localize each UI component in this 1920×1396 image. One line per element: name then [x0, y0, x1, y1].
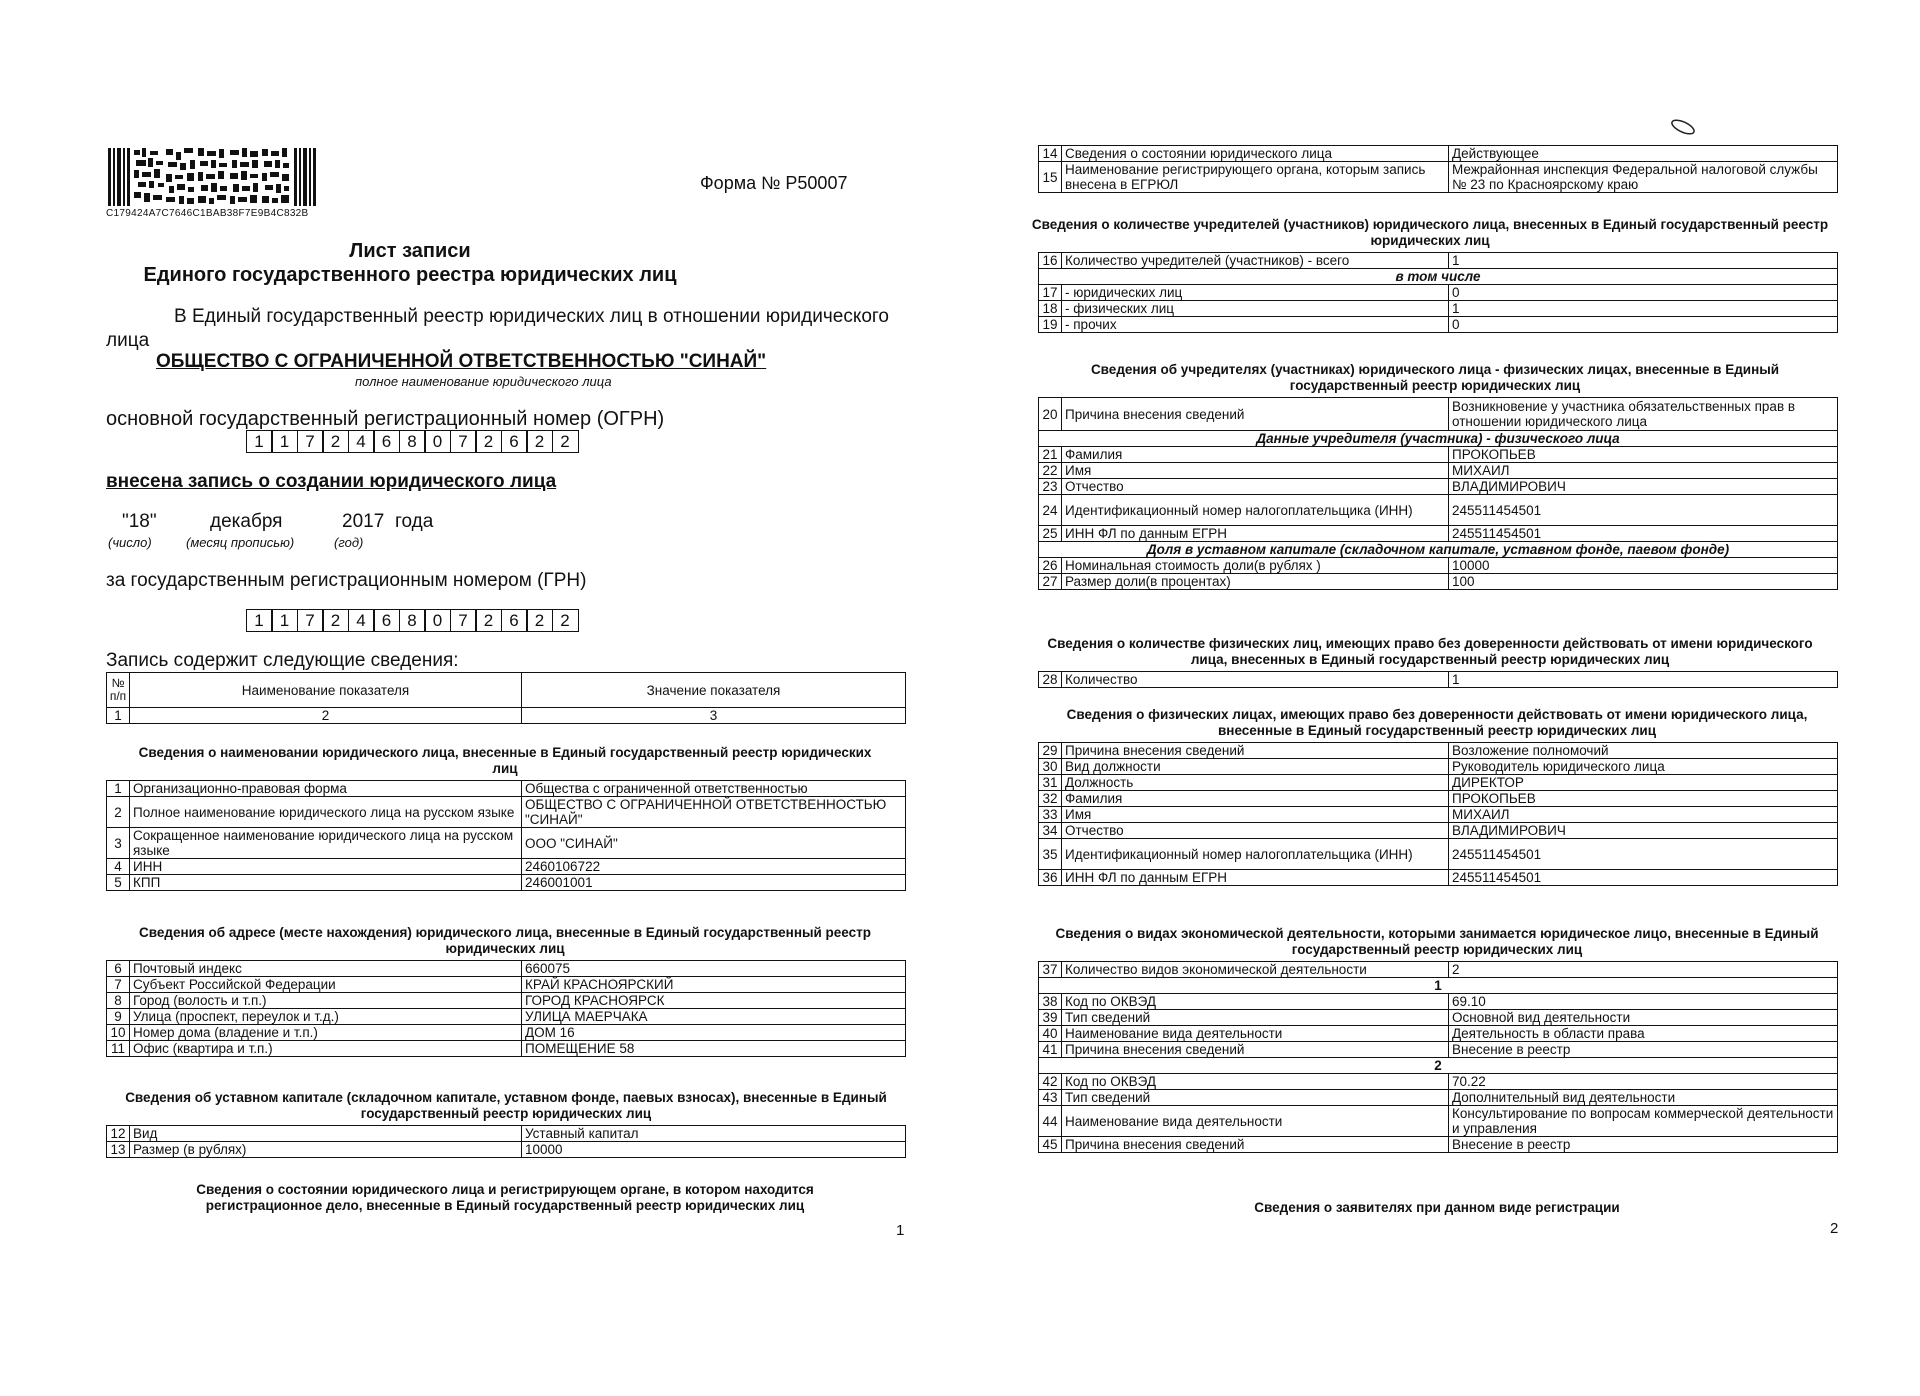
row-number: 21 [1039, 447, 1062, 463]
indicator-value: 2 [1449, 962, 1838, 978]
row-number: 44 [1039, 1106, 1062, 1137]
indicator-name: Вид [130, 1126, 522, 1142]
indicator-value: Уставный капитал [522, 1126, 906, 1142]
org-name-caption: полное наименование юридического лица [355, 374, 612, 389]
row-number: 20 [1039, 398, 1062, 431]
col-index-3: 3 [522, 708, 906, 724]
table-row [107, 977, 906, 993]
row-number: 35 [1039, 839, 1062, 870]
digit-box: 7 [297, 609, 324, 632]
row-number: 30 [1039, 759, 1062, 775]
document-subtitle: Единого государственного реестра юридических лиц [143, 264, 677, 286]
indicator-value: Руководитель юридического лица [1449, 759, 1838, 775]
row-number: 29 [1039, 743, 1062, 759]
authorized-table [1038, 742, 1838, 886]
row-number: 5 [107, 875, 130, 891]
indicator-value: ООО "СИНАЙ" [522, 828, 906, 859]
indicator-value: 245511454501 [1449, 839, 1838, 870]
indicator-name: Причина внесения сведений [1062, 398, 1449, 431]
indicator-value: Действующее [1449, 146, 1838, 162]
indicator-value: Основной вид деятельности [1449, 1010, 1838, 1026]
row-number: 11 [107, 1041, 130, 1057]
indicator-value: 660075 [522, 961, 906, 977]
indicator-name: Сокращенное наименование юридического лица на русском языке [130, 828, 522, 859]
indicator-name: Сведения о состоянии юридического лица [1062, 146, 1449, 162]
table-row [107, 781, 906, 797]
indicator-name: Полное наименование юридического лица на русском языке [130, 797, 522, 828]
indicator-name: Размер (в рублях) [130, 1142, 522, 1158]
table-row [1039, 526, 1838, 542]
row-number: 12 [107, 1126, 130, 1142]
table-row [1039, 743, 1838, 759]
activity-1-header: 1 [1039, 978, 1838, 994]
indicator-name: Количество учредителей (участников) - всего [1062, 253, 1449, 269]
digit-box: 4 [348, 609, 375, 632]
indicator-value: 245511454501 [1449, 870, 1838, 886]
col-value-header: Значение показателя [522, 673, 906, 708]
indicator-value: 246001001 [522, 875, 906, 891]
table-row [107, 1041, 906, 1057]
table-row [1039, 1074, 1838, 1090]
row-number: 17 [1039, 285, 1062, 301]
indicator-name: Субъект Российской Федерации [130, 977, 522, 993]
row-number: 39 [1039, 1010, 1062, 1026]
section-state-heading: Сведения о состоянии юридического лица и регистрирующем органе, в котором находится регистрационное дело, внесенные в Единый государственный реестр юридических лиц [196, 1182, 814, 1213]
row-number: 36 [1039, 870, 1062, 886]
col-no-header: № п/п [107, 673, 130, 708]
digit-box: 1 [246, 430, 273, 453]
table-row [1039, 1106, 1838, 1137]
indicator-value: ВЛАДИМИРОВИЧ [1449, 823, 1838, 839]
indicator-value: 1 [1449, 672, 1838, 688]
table-row [1039, 162, 1838, 193]
indicator-name: Тип сведений [1062, 1090, 1449, 1106]
row-number: 27 [1039, 574, 1062, 590]
digit-box: 1 [246, 609, 273, 632]
row-number: 15 [1039, 162, 1062, 193]
grn-digit-boxes [247, 609, 579, 632]
digit-box: 6 [373, 430, 400, 453]
indicator-name: ИНН ФЛ по данным ЕГРН [1062, 526, 1449, 542]
indicator-name: - юридических лиц [1062, 285, 1449, 301]
indicator-name: Отчество [1062, 823, 1449, 839]
org-full-name: ОБЩЕСТВО С ОГРАНИЧЕННОЙ ОТВЕТСТВЕННОСТЬЮ "СИНАЙ" [156, 351, 767, 372]
row-number: 10 [107, 1025, 130, 1041]
indicator-value: Общества с ограниченной ответственностью [522, 781, 906, 797]
row-number: 16 [1039, 253, 1062, 269]
digit-box: 8 [399, 430, 426, 453]
row-number: 2 [107, 797, 130, 828]
indicator-name: Причина внесения сведений [1062, 1042, 1449, 1058]
section-name-heading: Сведения о наименовании юридического лица, внесенные в Единый государственный реестр юридических лиц [138, 745, 872, 776]
indicator-value: МИХАИЛ [1449, 807, 1838, 823]
indicator-value: 0 [1449, 285, 1838, 301]
activity-table [1038, 961, 1838, 1153]
digit-box: 2 [475, 609, 502, 632]
indicator-name: ИНН [130, 859, 522, 875]
including-subheader: в том числе [1039, 269, 1838, 285]
indicator-value: Деятельность в области права [1449, 1026, 1838, 1042]
barcode-code: C179424A7C7646C1BAB38F7E9B4C832B [106, 208, 309, 219]
page-2 [960, 0, 1920, 1396]
table-row [1039, 823, 1838, 839]
indicator-name: Код по ОКВЭД [1062, 994, 1449, 1010]
digit-box: 2 [475, 430, 502, 453]
indicator-value: 10000 [522, 1142, 906, 1158]
table-row [1039, 317, 1838, 333]
digit-box: 7 [450, 609, 477, 632]
indicator-name: Организационно-правовая форма [130, 781, 522, 797]
indicator-name: Количество видов экономической деятельности [1062, 962, 1449, 978]
indicator-name: Номер дома (владение и т.п.) [130, 1025, 522, 1041]
digit-box: 2 [552, 609, 579, 632]
activity-2-header: 2 [1039, 1058, 1838, 1074]
founder-data-subheader: Данные учредителя (участника) - физического лица [1039, 431, 1838, 447]
digit-box: 1 [271, 609, 298, 632]
table-row [1039, 301, 1838, 317]
table-row [1039, 791, 1838, 807]
indicator-value: Межрайонная инспекция Федеральной налоговой службы № 23 по Красноярскому краю [1449, 162, 1838, 193]
intro-text: В Единый государственный реестр юридических лиц в отношении юридического [174, 306, 889, 327]
table-row [1039, 495, 1838, 526]
col-index-2: 2 [130, 708, 522, 724]
section-applicants-heading: Сведения о заявителях при данном виде регистрации [1254, 1200, 1620, 1215]
indicator-name: Должность [1062, 775, 1449, 791]
scan-mark [1668, 118, 1698, 136]
intro-text-cont: лица [106, 330, 150, 351]
ogrn-label: основной государственный регистрационный номер (ОГРН) [106, 408, 665, 430]
entry-made-text: внесена запись о создании юридического лица [106, 471, 557, 492]
indicator-value: Внесение в реестр [1449, 1137, 1838, 1153]
indicator-name: Офис (квартира и т.п.) [130, 1041, 522, 1057]
row-number: 40 [1039, 1026, 1062, 1042]
row-number: 41 [1039, 1042, 1062, 1058]
table-row [1039, 1090, 1838, 1106]
digit-box: 2 [526, 430, 553, 453]
date-suffix: года [395, 511, 434, 532]
table-row [1039, 839, 1838, 870]
indicator-name: Количество [1062, 672, 1449, 688]
table-row [1039, 447, 1838, 463]
indicator-name: Наименование вида деятельности [1062, 1106, 1449, 1137]
indicator-value: ГОРОД КРАСНОЯРСК [522, 993, 906, 1009]
digit-box: 2 [526, 609, 553, 632]
contains-label: Запись содержит следующие сведения: [106, 650, 459, 671]
row-number: 34 [1039, 823, 1062, 839]
table-row [1039, 285, 1838, 301]
indicator-name: Тип сведений [1062, 1010, 1449, 1026]
indicator-value: 245511454501 [1449, 526, 1838, 542]
indicator-name: Номинальная стоимость доли(в рублях ) [1062, 558, 1449, 574]
indicator-value: КРАЙ КРАСНОЯРСКИЙ [522, 977, 906, 993]
indicator-value: МИХАИЛ [1449, 463, 1838, 479]
indicator-name: - прочих [1062, 317, 1449, 333]
indicator-value: ДИРЕКТОР [1449, 775, 1838, 791]
indicator-name: Имя [1062, 463, 1449, 479]
indicator-name: Наименование регистрирующего органа, которым запись внесена в ЕГРЮЛ [1062, 162, 1449, 193]
table-row [1039, 463, 1838, 479]
row-number: 28 [1039, 672, 1062, 688]
table-row [1039, 1042, 1838, 1058]
row-number: 45 [1039, 1137, 1062, 1153]
form-number: Форма № Р50007 [700, 173, 848, 193]
table-row [107, 1126, 906, 1142]
digit-box: 2 [322, 609, 349, 632]
section-capital-heading: Сведения об уставном капитале (складочном капитале, уставном фонде, паевых взносах), внесенные в Единый государственный реестр юридических лиц [125, 1090, 887, 1121]
indicator-value: 0 [1449, 317, 1838, 333]
date-month: декабря [210, 511, 283, 532]
indicator-value: ПРОКОПЬЕВ [1449, 791, 1838, 807]
indicator-name: Идентификационный номер налогоплательщика (ИНН) [1062, 495, 1449, 526]
table-row [1039, 574, 1838, 590]
section-founders-individuals-heading: Сведения об учредителях (участниках) юридического лица - физических лицах, внесенные в Единый государственный реестр юридических лиц [1090, 362, 1780, 393]
section-authorized-count-heading: Сведения о количестве физических лиц, имеющих право без доверенности действовать от имени юридического лица, внесенных в Единый государственный реестр юридических лиц [1047, 636, 1813, 667]
indicator-value: 2460106722 [522, 859, 906, 875]
state-table [1038, 145, 1838, 193]
indicator-value: ВЛАДИМИРОВИЧ [1449, 479, 1838, 495]
table-row [1039, 807, 1838, 823]
indicator-name: Фамилия [1062, 447, 1449, 463]
col-index-1: 1 [107, 708, 130, 724]
ogrn-digit-boxes [247, 430, 579, 453]
table-row [107, 1009, 906, 1025]
table-row [107, 859, 906, 875]
row-number: 24 [1039, 495, 1062, 526]
section-founders-count-heading: Сведения о количестве учредителей (участников) юридического лица, внесенных в Единый государственный реестр юридических лиц [1031, 217, 1829, 248]
caption-day: (число) [108, 535, 152, 550]
indicator-value: 1 [1449, 301, 1838, 317]
indicator-name: Наименование вида деятельности [1062, 1026, 1449, 1042]
table-row [1039, 479, 1838, 495]
indicator-name: Фамилия [1062, 791, 1449, 807]
digit-box: 4 [348, 430, 375, 453]
row-number: 19 [1039, 317, 1062, 333]
document-title: Лист записи [349, 240, 471, 262]
digit-box: 2 [322, 430, 349, 453]
digit-box: 6 [501, 609, 528, 632]
caption-month: (месяц прописью) [186, 535, 295, 550]
table-row [1039, 558, 1838, 574]
header-table [106, 672, 906, 724]
indicator-value: Консультирование по вопросам коммерческой деятельности и управления [1449, 1106, 1838, 1137]
caption-year: (год) [334, 535, 364, 550]
indicator-name: КПП [130, 875, 522, 891]
row-number: 3 [107, 828, 130, 859]
capital-table [106, 1125, 906, 1158]
row-number: 33 [1039, 807, 1062, 823]
row-number: 31 [1039, 775, 1062, 791]
table-row [107, 1142, 906, 1158]
indicator-value: 70.22 [1449, 1074, 1838, 1090]
table-row [1039, 1026, 1838, 1042]
row-number: 7 [107, 977, 130, 993]
indicator-name: Идентификационный номер налогоплательщика (ИНН) [1062, 839, 1449, 870]
table-row [107, 993, 906, 1009]
table-row [1039, 775, 1838, 791]
indicator-value: Возникновение у участника обязательственных прав в отношении юридического лица [1449, 398, 1838, 431]
row-number: 18 [1039, 301, 1062, 317]
indicator-name: Отчество [1062, 479, 1449, 495]
digit-box: 0 [424, 609, 451, 632]
indicator-name: Вид должности [1062, 759, 1449, 775]
indicator-value: Внесение в реестр [1449, 1042, 1838, 1058]
section-address-heading: Сведения об адресе (месте нахождения) юридического лица, внесенные в Единый государственный реестр юридических лиц [139, 925, 871, 956]
date-year: 2017 [342, 511, 385, 532]
table-row [1039, 1010, 1838, 1026]
founders-count-table [1038, 252, 1838, 333]
indicator-value: ДОМ 16 [522, 1025, 906, 1041]
address-table [106, 960, 906, 1057]
indicator-value: ПРОКОПЬЕВ [1449, 447, 1838, 463]
row-number: 6 [107, 961, 130, 977]
table-row [1039, 1137, 1838, 1153]
row-number: 38 [1039, 994, 1062, 1010]
founders-table [1038, 397, 1838, 590]
row-number: 1 [107, 781, 130, 797]
table-row [1039, 759, 1838, 775]
section-authorized-heading: Сведения о физических лицах, имеющих право без доверенности действовать от имени юридического лица, внесенные в Единый государственный реестр юридических лиц [1066, 707, 1808, 738]
indicator-name: Почтовый индекс [130, 961, 522, 977]
row-number: 32 [1039, 791, 1062, 807]
table-row [1039, 994, 1838, 1010]
row-number: 25 [1039, 526, 1062, 542]
row-number: 9 [107, 1009, 130, 1025]
indicator-value: Дополнительный вид деятельности [1449, 1090, 1838, 1106]
digit-box: 8 [399, 609, 426, 632]
share-subheader: Доля в уставном капитале (складочном капитале, уставном фонде, паевом фонде) [1039, 542, 1838, 558]
table-row [107, 875, 906, 891]
section-activity-heading: Сведения о видах экономической деятельности, которыми занимается юридическое лицо, внесенные в Единый государственный реестр юридических лиц [1055, 926, 1819, 957]
indicator-value: 245511454501 [1449, 495, 1838, 526]
digit-box: 7 [450, 430, 477, 453]
row-number: 42 [1039, 1074, 1062, 1090]
row-number: 8 [107, 993, 130, 1009]
row-number: 37 [1039, 962, 1062, 978]
indicator-value: 69.10 [1449, 994, 1838, 1010]
indicator-value: 10000 [1449, 558, 1838, 574]
table-row [1039, 146, 1838, 162]
indicator-value: 1 [1449, 253, 1838, 269]
row-number: 4 [107, 859, 130, 875]
row-number: 43 [1039, 1090, 1062, 1106]
page-number: 1 [896, 1222, 905, 1239]
digit-box: 1 [271, 430, 298, 453]
table-row [1039, 870, 1838, 886]
table-row [107, 797, 906, 828]
row-number: 14 [1039, 146, 1062, 162]
digit-box: 6 [501, 430, 528, 453]
col-name-header: Наименование показателя [130, 673, 522, 708]
table-row [107, 961, 906, 977]
table-row [107, 1025, 906, 1041]
page-number: 2 [1830, 1220, 1839, 1237]
indicator-name: Город (волость и т.п.) [130, 993, 522, 1009]
row-number: 13 [107, 1142, 130, 1158]
table-row [107, 828, 906, 859]
indicator-name: Улица (проспект, переулок и т.д.) [130, 1009, 522, 1025]
digit-box: 7 [297, 430, 324, 453]
indicator-value: ПОМЕЩЕНИЕ 58 [522, 1041, 906, 1057]
digit-box: 0 [424, 430, 451, 453]
grn-label: за государственным регистрационным номером (ГРН) [106, 570, 587, 591]
indicator-name: Причина внесения сведений [1062, 1137, 1449, 1153]
indicator-name: Имя [1062, 807, 1449, 823]
indicator-value: ОБЩЕСТВО С ОГРАНИЧЕННОЙ ОТВЕТСТВЕННОСТЬЮ "СИНАЙ" [522, 797, 906, 828]
row-number: 22 [1039, 463, 1062, 479]
indicator-value: УЛИЦА МАЕРЧАКА [522, 1009, 906, 1025]
name-table [106, 780, 906, 891]
indicator-name: Размер доли(в процентах) [1062, 574, 1449, 590]
row-number: 23 [1039, 479, 1062, 495]
indicator-name: Код по ОКВЭД [1062, 1074, 1449, 1090]
date-day: "18" [122, 511, 157, 532]
digit-box: 2 [552, 430, 579, 453]
indicator-name: Причина внесения сведений [1062, 743, 1449, 759]
authorized-count-table [1038, 671, 1838, 688]
indicator-name: ИНН ФЛ по данным ЕГРН [1062, 870, 1449, 886]
digit-box: 6 [373, 609, 400, 632]
indicator-value: 100 [1449, 574, 1838, 590]
barcode-image [108, 148, 316, 206]
row-number: 26 [1039, 558, 1062, 574]
indicator-value: Возложение полномочий [1449, 743, 1838, 759]
indicator-name: - физических лиц [1062, 301, 1449, 317]
